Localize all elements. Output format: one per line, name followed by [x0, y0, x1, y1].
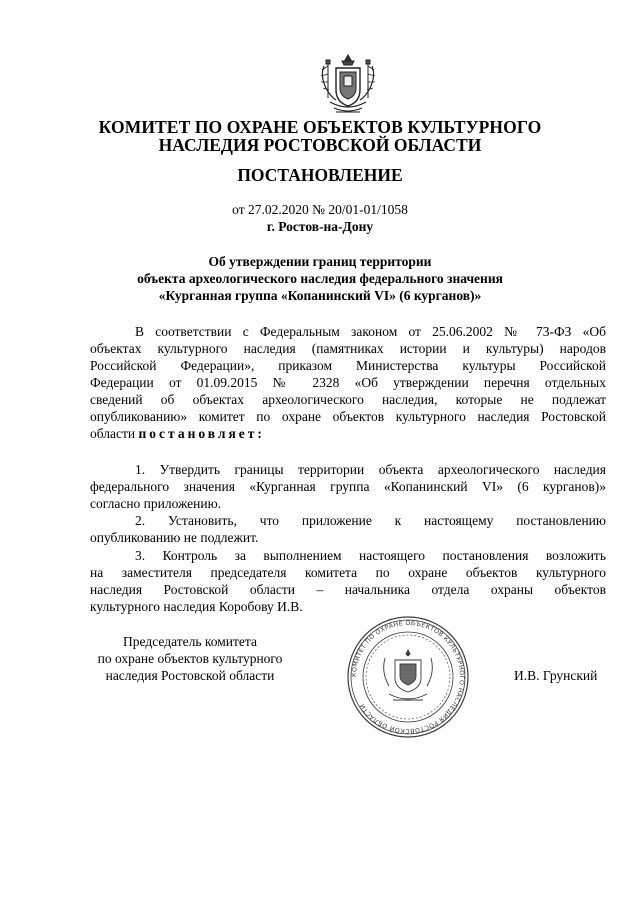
committee-name-line1: КОМИТЕТ ПО ОХРАНЕ ОБЪЕКТОВ КУЛЬТУРНОГО — [98, 117, 542, 137]
signer-position-line1: Председатель комитета — [123, 634, 257, 649]
preamble-last-line — [90, 426, 265, 442]
item2-line: опубликованию не подлежит. — [90, 530, 259, 545]
coat-of-arms-icon — [316, 52, 380, 118]
preamble-last-text: области — [90, 426, 139, 441]
preamble-line: Российской Федерации», приказом Министерства культуры Российской — [90, 358, 606, 373]
signer-position-line3: наследия Ростовской области — [105, 668, 275, 683]
committee-name-line2: НАСЛЕДИЯ РОСТОВСКОЙ ОБЛАСТИ — [158, 135, 482, 155]
preamble-line: В соответствии с Федеральным законом от 25.06.2002 № 73-ФЗ «Об — [135, 324, 606, 339]
item1-line: федерального значения «Курганная группа «Копанинский VI» (6 курганов)» — [90, 479, 606, 494]
preamble-line: Федерации от 01.09.2015 № 2328 «Об утверждении перечня отдельных — [90, 375, 606, 390]
subject-line2: объекта археологического наследия федерального значения — [137, 271, 503, 286]
official-seal — [345, 614, 471, 740]
preamble-line: объектах культурного наследия (памятниках истории и культуры) народов — [90, 341, 606, 356]
preamble-line: сведений об объектах археологического наследия, которые не подлежат — [90, 392, 606, 407]
item3-line: культурного наследия Коробову И.В. — [90, 599, 303, 614]
document-city: г. Ростов-на-Дону — [266, 219, 374, 234]
signer-name: И.В. Грунский — [514, 668, 598, 683]
item1-line: 1. Утвердить границы территории объекта археологического наследия — [135, 462, 606, 477]
item3-line: на заместителя председателя комитета по охране объектов культурного — [90, 565, 606, 580]
item3-line: наследия Ростовской области – начальника отдела охраны объектов — [90, 582, 606, 597]
item2-line: 2. Установить, что приложение к настоящему постановлению — [135, 513, 606, 528]
item1-line: согласно приложению. — [90, 496, 222, 511]
resolves-word: постановляет: — [138, 426, 265, 441]
preamble-line: опубликованию» комитет по охране объектов культурного наследия Ростовской — [90, 409, 606, 424]
subject-line1: Об утверждении границ территории — [208, 254, 432, 269]
document-date-number: от 27.02.2020 № 20/01-01/1058 — [232, 202, 408, 217]
document-title: ПОСТАНОВЛЕНИЕ — [237, 165, 403, 185]
item3-line: 3. Контроль за выполнением настоящего постановления возложить — [135, 548, 606, 563]
signer-position-line2: по охране объектов культурного — [97, 651, 283, 666]
subject-line3: «Курганная группа «Копанинский VI» (6 курганов)» — [158, 288, 482, 303]
seal-ring-text: КОМИТЕТ ПО ОХРАНЕ ОБЪЕКТОВ КУЛЬТУРНОГО НАСЛЕДИЯ РОСТОВСКОЙ ОБЛАСТИ — [350, 619, 466, 735]
